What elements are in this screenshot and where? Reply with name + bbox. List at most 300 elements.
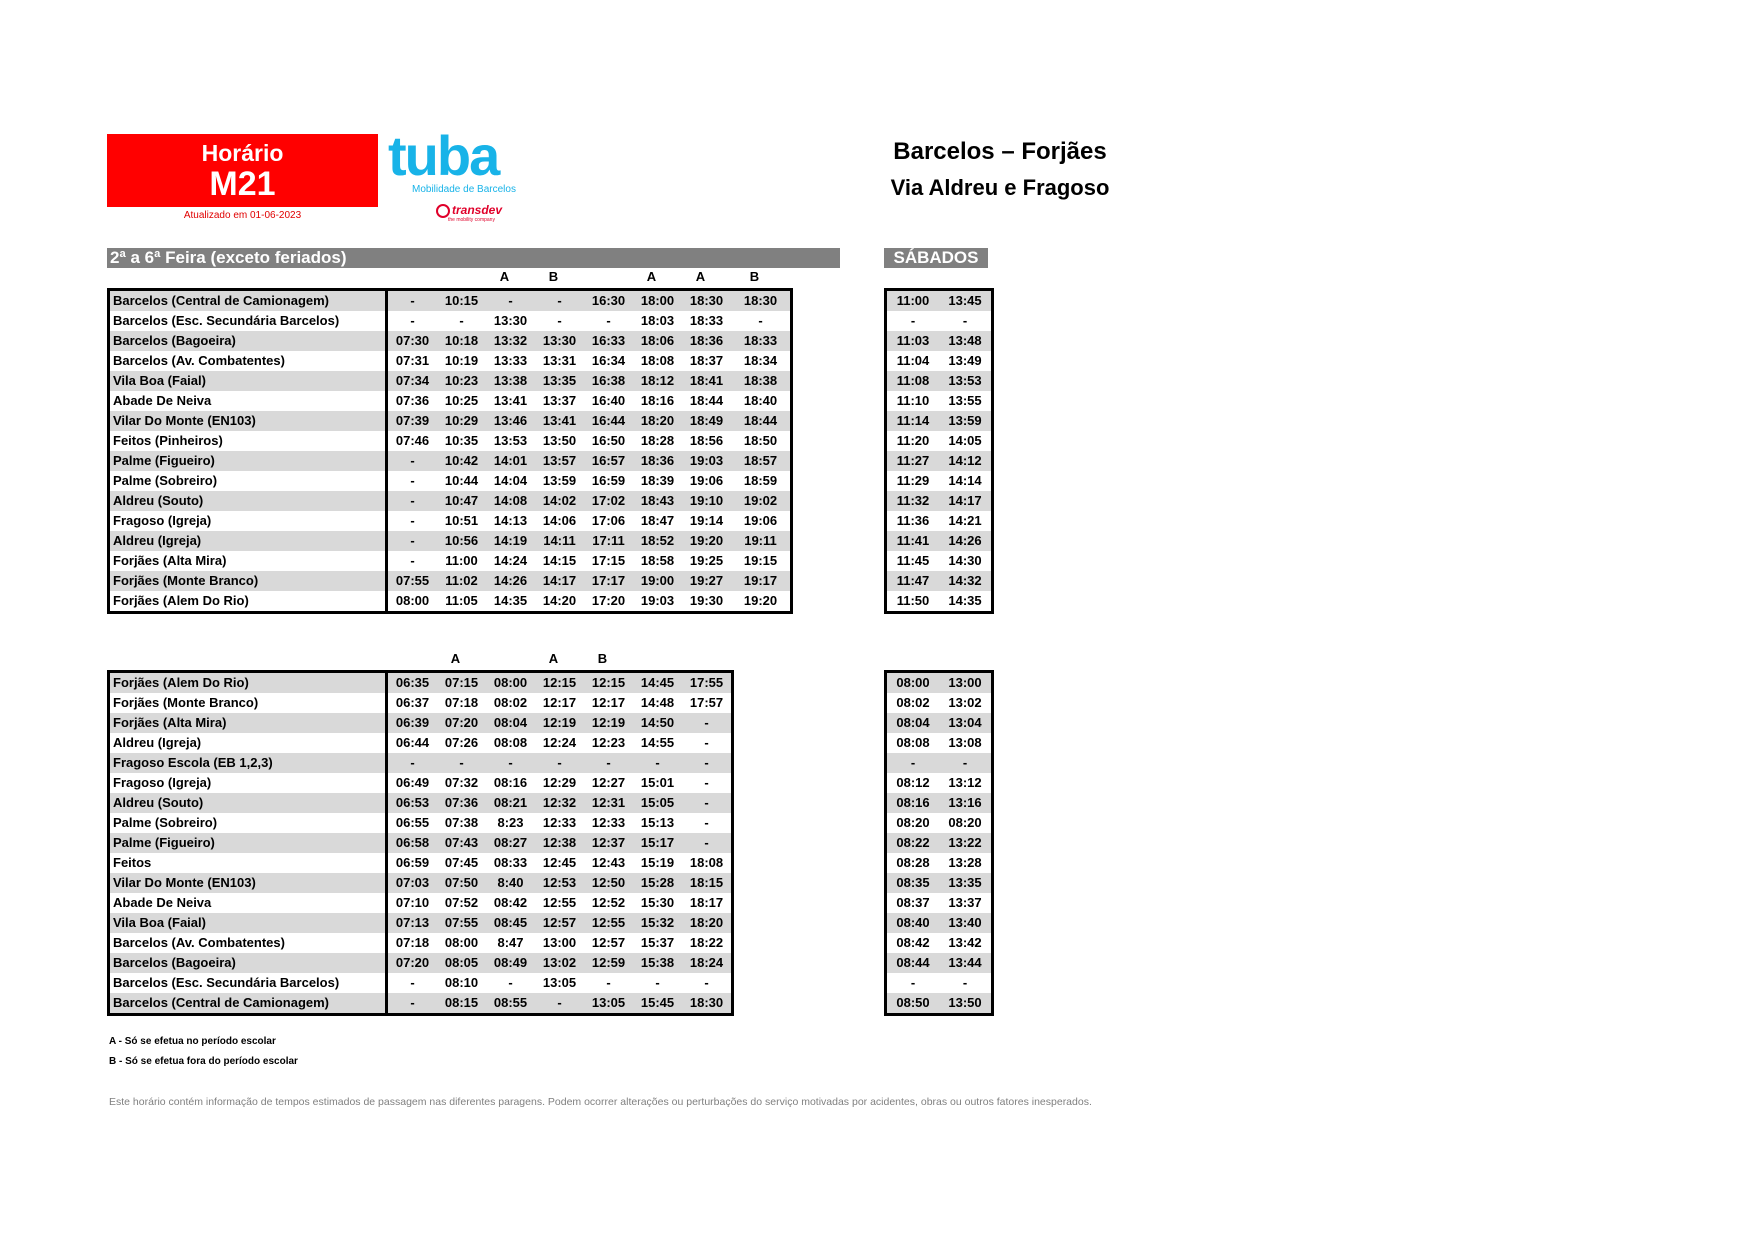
- saturday-time: 13:53: [939, 371, 993, 391]
- departure-time: 16:34: [591, 353, 626, 368]
- table-row: [886, 773, 993, 793]
- stop-name: Vila Boa (Faial): [109, 913, 387, 933]
- table-row: [109, 793, 733, 813]
- departure-time: 18:30: [731, 290, 792, 312]
- departure-time: 11:05: [445, 593, 478, 608]
- departure-time: 18:20: [633, 411, 682, 431]
- departure-time: 13:57: [535, 451, 584, 471]
- departure-time: 16:33: [584, 331, 633, 351]
- table-row: [109, 993, 733, 1015]
- departure-time: -: [387, 311, 438, 331]
- departure-time: 16:59: [591, 473, 626, 488]
- departure-time: 17:15: [591, 553, 626, 568]
- departure-time: 12:19: [584, 713, 633, 733]
- table-row: [886, 813, 993, 833]
- departure-time: 15:13: [640, 815, 675, 830]
- saturday-time: -: [910, 975, 916, 990]
- departure-time: 14:45: [633, 672, 682, 694]
- departure-time: 19:00: [633, 571, 682, 591]
- departure-time: 18:30: [682, 993, 733, 1015]
- line-badge: [107, 134, 378, 207]
- departure-time: 06:59: [387, 853, 438, 873]
- departure-time: 12:55: [584, 913, 633, 933]
- departure-time: 12:59: [584, 953, 633, 973]
- departure-time: 18:08: [640, 353, 675, 368]
- departure-time: 14:08: [486, 491, 535, 511]
- table-row: [886, 411, 993, 431]
- table-row: [109, 693, 733, 713]
- departure-time: 15:01: [640, 775, 675, 790]
- saturday-time: 08:08: [896, 735, 930, 750]
- saturday-time: 11:41: [886, 531, 940, 551]
- saturday-time: 14:05: [948, 433, 982, 448]
- saturday-time: 13:12: [948, 775, 982, 790]
- departure-time: 14:02: [535, 491, 584, 511]
- departure-time: 18:16: [640, 393, 675, 408]
- saturday-time: 11:00: [886, 290, 940, 312]
- departure-time: -: [655, 975, 660, 990]
- route-title: Barcelos – Forjães: [893, 138, 1107, 165]
- departure-time: 06:35: [387, 672, 438, 694]
- departure-time: 19:06: [689, 473, 724, 488]
- saturday-time: 14:32: [939, 571, 993, 591]
- saturday-time: 08:50: [886, 993, 940, 1015]
- table-row: [109, 290, 792, 312]
- table-row: [886, 531, 993, 551]
- table-row: [886, 491, 993, 511]
- departure-time: 12:37: [584, 833, 633, 853]
- saturday-time: 11:50: [896, 593, 930, 608]
- departure-time: 14:24: [493, 553, 528, 568]
- saturday-section-header: SÁBADOS: [884, 248, 988, 268]
- legend-a: A - Só se efetua no período escolar: [109, 1036, 276, 1047]
- departure-time: -: [486, 290, 535, 312]
- table-row: [109, 953, 733, 973]
- table-row: [109, 391, 792, 411]
- outbound-saturday-timetable: [884, 288, 994, 614]
- departure-time: 8:40: [486, 873, 535, 893]
- departure-time: 06:55: [387, 813, 438, 833]
- saturday-time: 08:28: [896, 855, 930, 870]
- departure-time: 19:03: [682, 451, 731, 471]
- departure-time: -: [704, 775, 709, 790]
- departure-time: -: [682, 753, 733, 773]
- departure-time: 19:27: [682, 571, 731, 591]
- departure-time: 07:45: [444, 855, 479, 870]
- departure-time: 18:28: [640, 433, 675, 448]
- table-row: [109, 853, 733, 873]
- table-row: [109, 773, 733, 793]
- departure-time: 13:35: [535, 371, 584, 391]
- departure-time: -: [633, 753, 682, 773]
- badge-label: Horário: [201, 140, 284, 166]
- departure-time: -: [387, 451, 438, 471]
- table-row: [109, 551, 792, 571]
- departure-time: 13:59: [542, 473, 577, 488]
- stop-name: Fragoso (Igreja): [113, 513, 212, 528]
- departure-time: 08:05: [437, 953, 486, 973]
- stop-name: Abade De Neiva: [113, 895, 212, 910]
- stop-name: Barcelos (Av. Combatentes): [113, 935, 285, 950]
- table-row: [109, 471, 792, 491]
- departure-time: 13:30: [493, 313, 528, 328]
- departure-time: 13:30: [535, 331, 584, 351]
- departure-time: 10:51: [444, 513, 479, 528]
- departure-time: 10:23: [437, 371, 486, 391]
- departure-time: 18:59: [743, 473, 778, 488]
- departure-time: 18:40: [743, 393, 778, 408]
- departure-time: 14:35: [493, 593, 528, 608]
- trip-note: B: [548, 269, 559, 284]
- departure-time: -: [508, 975, 513, 990]
- departure-time: 12:57: [591, 935, 626, 950]
- departure-time: 10:44: [444, 473, 479, 488]
- table-row: [886, 853, 993, 873]
- stop-name: Forjães (Alem Do Rio): [113, 593, 249, 608]
- departure-time: 14:06: [542, 513, 577, 528]
- departure-time: 12:29: [542, 775, 577, 790]
- departure-time: 19:02: [731, 491, 792, 511]
- stop-name: Forjães (Monte Branco): [109, 571, 387, 591]
- saturday-time: 11:20: [896, 433, 930, 448]
- departure-time: 07:34: [387, 371, 438, 391]
- departure-time: 14:04: [493, 473, 528, 488]
- stop-name: Vilar Do Monte (EN103): [109, 873, 387, 893]
- logo-subtitle: Mobilidade de Barcelos: [412, 184, 516, 195]
- trip-note: [382, 269, 431, 284]
- table-row: [109, 753, 733, 773]
- departure-time: 07:52: [444, 895, 479, 910]
- departure-time: -: [557, 313, 562, 328]
- departure-time: 12:31: [584, 793, 633, 813]
- stop-name: Palme (Sobreiro): [113, 815, 218, 830]
- departure-time: 07:31: [387, 351, 438, 371]
- departure-time: 08:27: [486, 833, 535, 853]
- departure-time: -: [704, 815, 709, 830]
- stop-name: Palme (Figueiro): [109, 833, 387, 853]
- saturday-time: 13:04: [939, 713, 993, 733]
- departure-time: 13:38: [486, 371, 535, 391]
- departure-time: 07:20: [437, 713, 486, 733]
- departure-time: 13:37: [542, 393, 577, 408]
- departure-time: 18:33: [731, 331, 792, 351]
- departure-time: -: [387, 290, 438, 312]
- departure-time: 18:39: [640, 473, 675, 488]
- departure-time: 07:36: [437, 793, 486, 813]
- departure-time: 18:03: [640, 313, 675, 328]
- saturday-time: 13:08: [948, 735, 982, 750]
- departure-time: 18:44: [689, 393, 724, 408]
- departure-time: 18:30: [682, 290, 731, 312]
- stop-name: Palme (Figueiro): [109, 451, 387, 471]
- departure-time: 07:15: [437, 672, 486, 694]
- saturday-time: 13:16: [939, 793, 993, 813]
- departure-time: 10:47: [437, 491, 486, 511]
- departure-time: 15:17: [633, 833, 682, 853]
- stop-name: Fragoso Escola (EB 1,2,3): [109, 753, 387, 773]
- departure-time: -: [387, 531, 438, 551]
- stop-name: Vila Boa (Faial): [109, 371, 387, 391]
- departure-time: 19:20: [682, 531, 731, 551]
- trip-note: [480, 651, 529, 666]
- departure-time: 18:00: [633, 290, 682, 312]
- saturday-time: 11:10: [896, 393, 930, 408]
- departure-time: 06:37: [387, 693, 438, 713]
- saturday-time: 13:59: [939, 411, 993, 431]
- departure-time: 08:55: [486, 993, 535, 1015]
- saturday-time: 13:37: [948, 895, 982, 910]
- table-row: [109, 733, 733, 753]
- departure-time: 10:19: [444, 353, 479, 368]
- departure-time: 16:57: [584, 451, 633, 471]
- departure-time: 14:13: [493, 513, 528, 528]
- departure-time: 12:45: [542, 855, 577, 870]
- table-row: [886, 371, 993, 391]
- departure-time: 18:36: [633, 451, 682, 471]
- departure-time: -: [606, 975, 611, 990]
- saturday-time: 11:08: [886, 371, 940, 391]
- table-row: [109, 813, 733, 833]
- departure-time: 10:56: [437, 531, 486, 551]
- saturday-time: 11:32: [886, 491, 940, 511]
- saturday-time: 14:21: [948, 513, 982, 528]
- departure-time: 12:23: [591, 735, 626, 750]
- table-row: [886, 451, 993, 471]
- stop-name: Barcelos (Esc. Secundária Barcelos): [113, 313, 340, 328]
- stop-name: Aldreu (Souto): [109, 793, 387, 813]
- departure-time: -: [387, 511, 438, 531]
- departure-time: 19:10: [682, 491, 731, 511]
- route-via: Via Aldreu e Fragoso: [890, 175, 1110, 200]
- departure-time: 10:42: [437, 451, 486, 471]
- departure-time: 13:41: [535, 411, 584, 431]
- table-row: [109, 351, 792, 371]
- departure-time: 11:02: [437, 571, 486, 591]
- departure-time: 18:58: [640, 553, 675, 568]
- departure-time: 18:41: [682, 371, 731, 391]
- departure-time: 13:00: [542, 935, 577, 950]
- saturday-time: 08:04: [886, 713, 940, 733]
- departure-time: 07:46: [387, 431, 438, 451]
- departure-time: 08:21: [486, 793, 535, 813]
- trip-note: [627, 651, 676, 666]
- departure-time: 18:22: [689, 935, 724, 950]
- departure-time: 18:12: [633, 371, 682, 391]
- departure-time: 08:33: [493, 855, 528, 870]
- saturday-time: 08:00: [886, 672, 940, 694]
- departure-time: 15:05: [633, 793, 682, 813]
- departure-time: 10:18: [437, 331, 486, 351]
- stop-name: Forjães (Alta Mira): [109, 713, 387, 733]
- saturday-time: 08:16: [886, 793, 940, 813]
- departure-time: 19:15: [743, 553, 778, 568]
- departure-time: 16:44: [584, 411, 633, 431]
- logo-wordmark: tuba: [388, 124, 499, 187]
- saturday-time: 13:50: [939, 993, 993, 1015]
- departure-time: 08:00: [486, 672, 535, 694]
- table-row: [109, 893, 733, 913]
- saturday-time: 11:03: [886, 331, 940, 351]
- stop-name: Barcelos (Esc. Secundária Barcelos): [113, 975, 340, 990]
- departure-time: 15:19: [640, 855, 675, 870]
- saturday-time: -: [962, 975, 968, 990]
- departure-time: 08:16: [493, 775, 528, 790]
- departure-time: 07:32: [444, 775, 479, 790]
- table-row: [109, 331, 792, 351]
- departure-time: 8:47: [497, 935, 524, 950]
- weekday-section-header: 2ª a 6ª Feira (exceto feriados): [107, 248, 840, 268]
- table-row: [886, 973, 993, 993]
- inbound-saturday-timetable: [884, 670, 994, 1016]
- saturday-time: 13:35: [939, 873, 993, 893]
- saturday-time: 11:14: [886, 411, 940, 431]
- departure-time: -: [387, 551, 438, 571]
- table-row: [109, 913, 733, 933]
- stop-name: Forjães (Alem Do Rio): [109, 672, 387, 694]
- departure-time: 18:50: [743, 433, 778, 448]
- trip-note: A: [695, 269, 706, 284]
- departure-time: 08:00: [444, 935, 479, 950]
- table-row: [886, 551, 993, 571]
- saturday-time: 13:40: [939, 913, 993, 933]
- departure-time: 08:15: [437, 993, 486, 1015]
- table-row: [886, 953, 993, 973]
- departure-time: 15:38: [633, 953, 682, 973]
- departure-time: 12:43: [591, 855, 626, 870]
- departure-time: 15:28: [633, 873, 682, 893]
- table-row: [109, 713, 733, 733]
- departure-time: -: [437, 753, 486, 773]
- departure-time: 14:55: [640, 735, 675, 750]
- table-row: [109, 491, 792, 511]
- saturday-time: 13:49: [948, 353, 982, 368]
- departure-time: 18:56: [689, 433, 724, 448]
- table-row: [886, 672, 993, 694]
- departure-time: 8:23: [497, 815, 524, 830]
- departure-time: 07:13: [387, 913, 438, 933]
- trip-note: A: [548, 651, 559, 666]
- departure-time: 14:15: [542, 553, 577, 568]
- table-row: [109, 933, 733, 953]
- table-row: [886, 331, 993, 351]
- saturday-time: 08:35: [886, 873, 940, 893]
- trip-note: A: [450, 651, 461, 666]
- departure-time: 06:53: [387, 793, 438, 813]
- saturday-time: 14:14: [948, 473, 982, 488]
- departure-time: 19:14: [689, 513, 724, 528]
- departure-time: 11:00: [445, 553, 478, 568]
- stop-name: Feitos: [113, 855, 152, 870]
- saturday-time: -: [962, 313, 968, 328]
- departure-time: 17:20: [591, 593, 626, 608]
- departure-time: 07:10: [387, 893, 438, 913]
- saturday-time: 14:35: [948, 593, 982, 608]
- departure-time: 08:04: [486, 713, 535, 733]
- departure-time: -: [387, 973, 438, 993]
- departure-time: 15:32: [633, 913, 682, 933]
- disclaimer: Este horário contém informação de tempos estimados de passagem nas diferentes paragens. Podem ocorrer alterações ou perturbações do serviço motivadas por acidentes, obras ou outros fatores inesperados.: [109, 1096, 1092, 1108]
- departure-time: -: [387, 471, 438, 491]
- saturday-time: 08:44: [886, 953, 940, 973]
- table-row: [886, 753, 993, 773]
- table-row: [109, 311, 792, 331]
- saturday-time: 13:48: [939, 331, 993, 351]
- saturday-time: 08:02: [896, 695, 930, 710]
- departure-time: 18:06: [633, 331, 682, 351]
- departure-time: 12:53: [535, 873, 584, 893]
- stop-name: Barcelos (Bagoeira): [109, 331, 387, 351]
- departure-time: 13:33: [493, 353, 528, 368]
- departure-time: 12:15: [535, 672, 584, 694]
- departure-time: 17:02: [584, 491, 633, 511]
- departure-time: 12:33: [542, 815, 577, 830]
- table-row: [886, 713, 993, 733]
- table-row: [886, 833, 993, 853]
- departure-time: 18:49: [682, 411, 731, 431]
- departure-time: 14:17: [535, 571, 584, 591]
- saturday-time: 13:02: [948, 695, 982, 710]
- saturday-time: 14:26: [939, 531, 993, 551]
- table-row: [886, 391, 993, 411]
- saturday-time: 13:00: [939, 672, 993, 694]
- stop-name: Fragoso (Igreja): [113, 775, 212, 790]
- saturday-time: 14:17: [939, 491, 993, 511]
- departure-time: 08:02: [493, 695, 528, 710]
- departure-time: 12:24: [542, 735, 577, 750]
- saturday-time: 13:45: [939, 290, 993, 312]
- departure-time: -: [704, 975, 709, 990]
- departure-time: 16:30: [584, 290, 633, 312]
- departure-time: 10:25: [444, 393, 479, 408]
- departure-time: 18:15: [682, 873, 733, 893]
- outbound-weekday-timetable: [107, 288, 793, 614]
- departure-time: 12:38: [535, 833, 584, 853]
- saturday-time: 11:45: [896, 553, 930, 568]
- table-row: [886, 511, 993, 531]
- departure-time: 08:49: [486, 953, 535, 973]
- table-row: [886, 913, 993, 933]
- departure-time: 08:00: [387, 591, 438, 613]
- departure-time: 16:50: [591, 433, 626, 448]
- table-row: [109, 873, 733, 893]
- trip-note: A: [499, 269, 510, 284]
- table-row: [109, 511, 792, 531]
- departure-time: -: [535, 290, 584, 312]
- trip-note: [578, 269, 627, 284]
- departure-time: 19:03: [640, 593, 675, 608]
- trip-note: B: [597, 651, 608, 666]
- inbound-weekday-timetable: [107, 670, 734, 1016]
- departure-time: 12:27: [591, 775, 626, 790]
- table-row: [886, 873, 993, 893]
- saturday-time: 13:42: [948, 935, 982, 950]
- departure-time: 13:46: [486, 411, 535, 431]
- departure-time: -: [682, 833, 733, 853]
- transdev-logo: [436, 203, 502, 218]
- departure-time: 12:15: [584, 672, 633, 694]
- stop-name: Palme (Sobreiro): [113, 473, 218, 488]
- departure-time: 19:20: [743, 593, 778, 608]
- tuba-logo: [388, 124, 558, 233]
- table-row: [109, 571, 792, 591]
- saturday-time: 11:47: [886, 571, 940, 591]
- table-row: [109, 431, 792, 451]
- departure-time: -: [535, 753, 584, 773]
- saturday-time: 08:12: [896, 775, 930, 790]
- stop-name: Abade De Neiva: [113, 393, 212, 408]
- departure-time: 07:18: [444, 695, 479, 710]
- departure-time: 08:42: [493, 895, 528, 910]
